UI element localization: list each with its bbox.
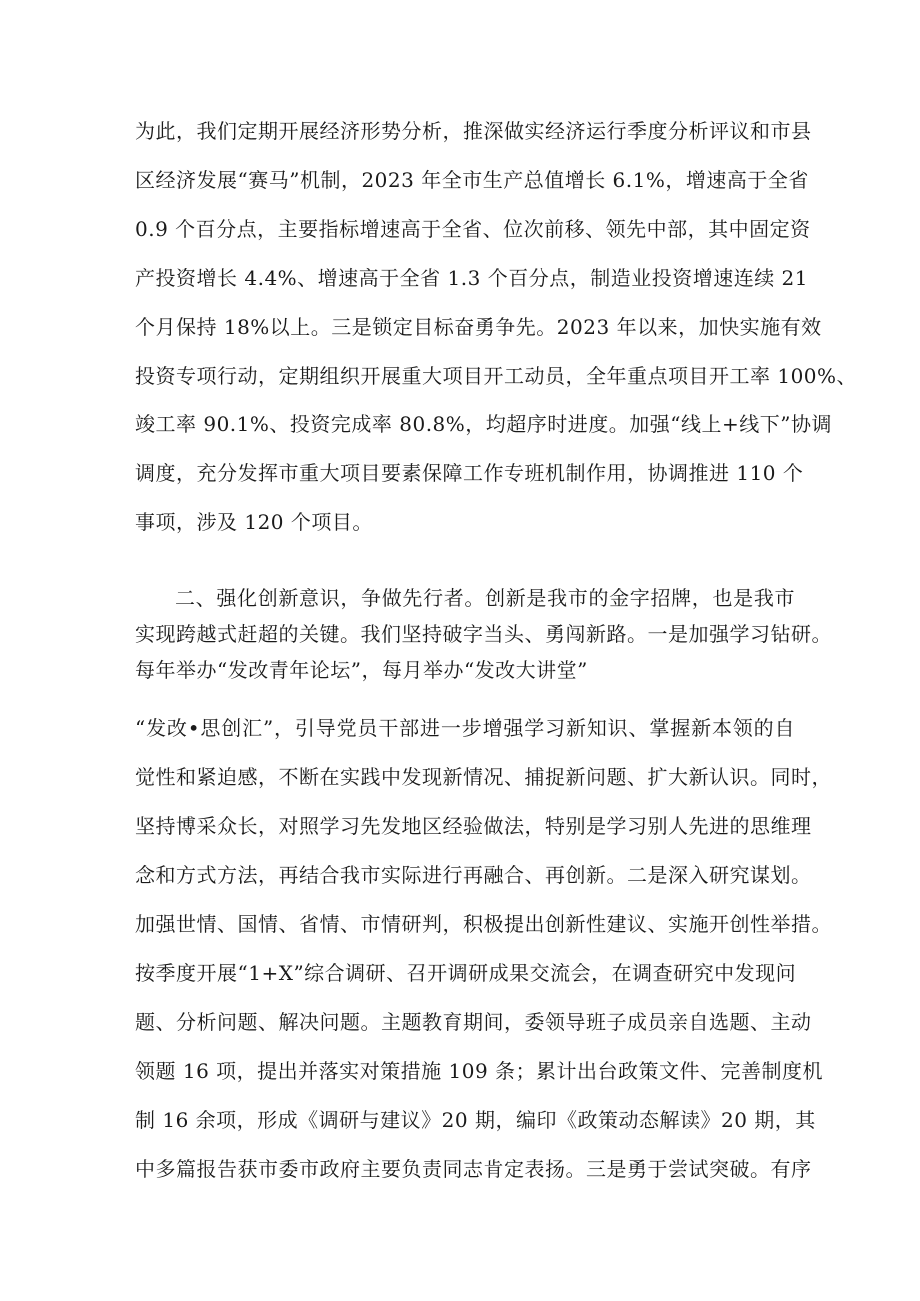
text-line: 实现跨越式赶超的关键。我们坚持破字当头、勇闯新路。一是加强学习钻研。 [135,622,832,646]
text-line: 0.9 个百分点，主要指标增速高于全省、位次前移、领先中部，其中固定资 [135,217,811,241]
text-line: 产投资增长 4.4%、增速高于全省 1.3 个百分点，制造业投资增速连续 21 [135,266,808,290]
text-line: 念和方式方法，再结合我市实际进行再融合、再创新。二是深入研究谋划。 [135,863,812,887]
text-line: 领题 16 项，提出并落实对策措施 109 条；累计出台政策文件、完善制度机 [135,1059,824,1083]
text-line: 坚持博采众长，对照学习先发地区经验做法，特别是学习别人先进的思维理 [135,814,812,838]
text-line: 按季度开展“1+X”综合调研、召开调研成果交流会，在调查研究中发现问 [135,961,797,985]
text-line: 二、强化创新意识，争做先行者。创新是我市的金字招牌，也是我市 [175,586,795,610]
text-line: 事项，涉及 120 个项目。 [135,510,373,534]
text-line: 个月保持 18%以上。三是锁定目标奋勇争先。2023 年以来，加快实施有效 [135,315,822,339]
text-line: 投资专项行动，定期组织开展重大项目开工动员，全年重点项目开工率 100%、 [135,364,858,388]
text-line: 每年举办“发改青年论坛”，每月举办“发改大讲堂” [135,658,588,682]
text-line: 为此，我们定期开展经济形势分析，推深做实经济运行季度分析评议和市县 [135,119,812,143]
text-line: 加强世情、国情、省情、市情研判，积极提出创新性建议、实施开创性举措。 [135,912,832,936]
text-line: 竣工率 90.1%、投资完成率 80.8%，均超序时进度。加强“线上+线下”协调 [135,412,832,436]
text-line: 区经济发展“赛马”机制，2023 年全市生产总值增长 6.1%，增速高于全省 [135,168,809,192]
text-line: 题、分析问题、解决问题。主题教育期间，委领导班子成员亲自选题、主动 [135,1010,812,1034]
text-line: 中多篇报告获市委市政府主要负责同志肯定表扬。三是勇于尝试突破。有序 [135,1157,812,1181]
text-line: “发改•思创汇”，引导党员干部进一步增强学习新知识、掌握新本领的自 [135,716,795,740]
text-line: 调度，充分发挥市重大项目要素保障工作专班机制作用，协调推进 110 个 [135,461,804,485]
text-line: 制 16 余项，形成《调研与建议》20 期，编印《政策动态解读》20 期，其 [135,1108,816,1132]
text-line: 觉性和紧迫感，不断在实践中发现新情况、捕捉新问题、扩大新认识。同时， [135,765,832,789]
